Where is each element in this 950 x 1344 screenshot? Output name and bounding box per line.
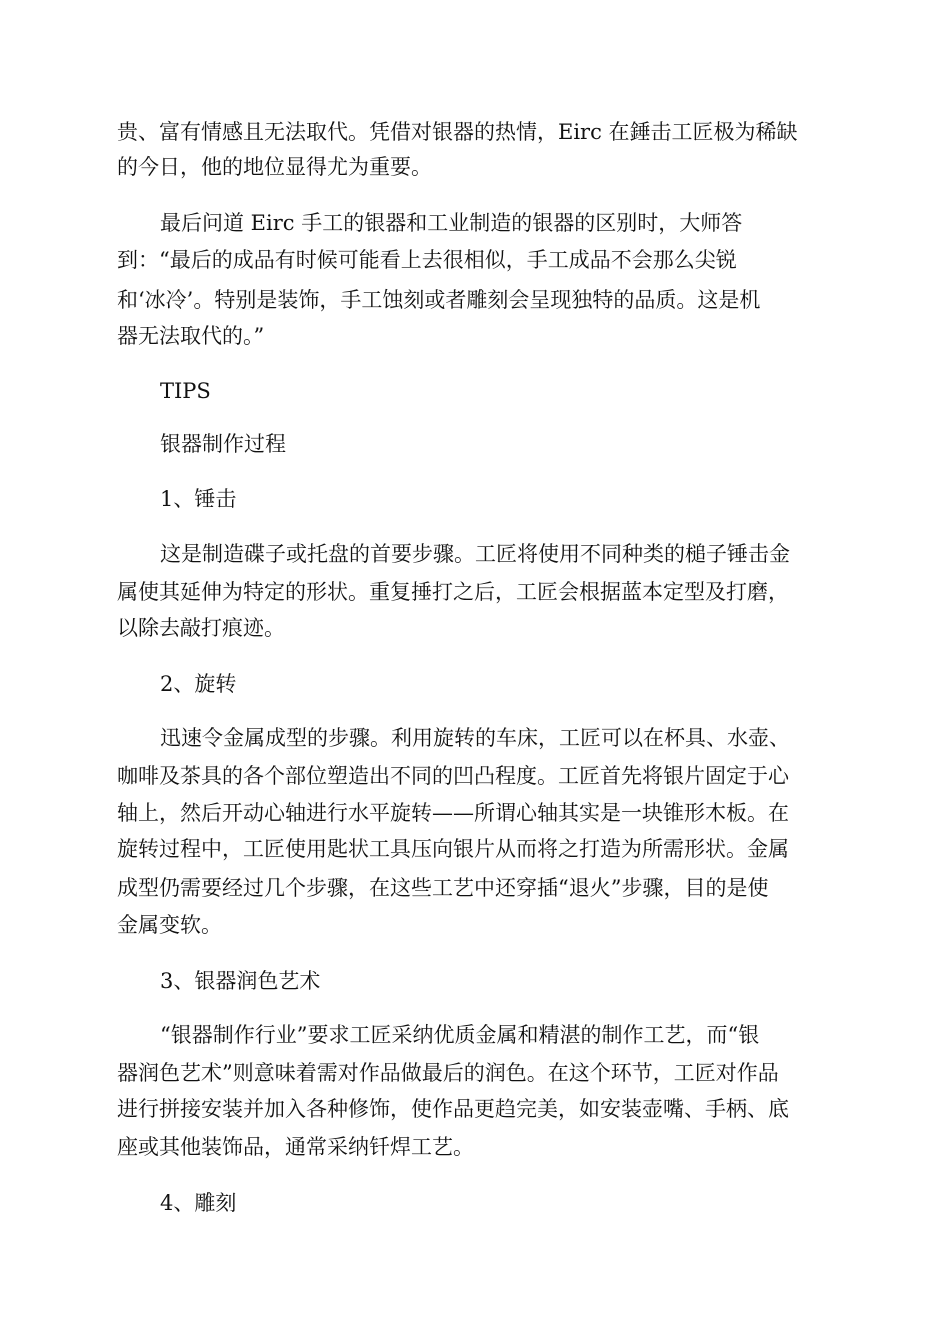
paragraph-line: 的今日，他的地位显得尤为重要。	[117, 155, 432, 179]
paragraph-line: 贵、富有情感且无法取代。凭借对银器的热情，Eirc 在錘击工匠极为稀缺	[117, 120, 798, 144]
section-title: 银器制作过程	[160, 432, 286, 456]
paragraph-line: 咖啡及茶具的各个部位塑造出不同的凹凸程度。工匠首先将银片固定于心	[117, 764, 789, 788]
paragraph-line: 迅速令金属成型的步骤。利用旋转的车床，工匠可以在杯具、水壶、	[160, 726, 790, 750]
paragraph-line: 成型仍需要经过几个步骤，在这些工艺中还穿插“退火”步骤，目的是使	[117, 876, 769, 900]
paragraph-line: 轴上，然后开动心轴进行水平旋转——所谓心轴其实是一块锥形木板。在	[117, 801, 789, 825]
step-heading: 1、锤击	[160, 487, 237, 511]
tips-label: TIPS	[160, 379, 211, 403]
step-heading: 2、旋转	[160, 672, 237, 696]
step-heading: 4、雕刻	[160, 1191, 237, 1215]
paragraph-line: 金属变软。	[117, 913, 222, 937]
paragraph-line: 器润色艺术”则意味着需对作品做最后的润色。在这个环节，工匠对作品	[117, 1061, 779, 1085]
paragraph-line: 旋转过程中，工匠使用匙状工具压向银片从而将之打造为所需形状。金属	[117, 837, 789, 861]
paragraph-line: 到：“最后的成品有时候可能看上去很相似，手工成品不会那么尖锐	[117, 248, 737, 272]
paragraph-line: 最后问道 Eirc 手工的银器和工业制造的银器的区别时，大师答	[160, 211, 743, 235]
paragraph-line: 属使其延伸为特定的形状。重复捶打之后，工匠会根据蓝本定型及打磨，	[117, 580, 789, 604]
paragraph-line: 进行拼接安装并加入各种修饰，使作品更趋完美，如安装壶嘴、手柄、底	[117, 1097, 789, 1121]
step-heading: 3、银器润色艺术	[160, 969, 321, 993]
paragraph-line: 座或其他装饰品，通常采纳钎焊工艺。	[117, 1135, 474, 1159]
paragraph-line: 和‘冰冷’。特别是装饰，手工蚀刻或者雕刻会呈现独特的品质。这是机	[117, 288, 761, 312]
paragraph-line: 这是制造碟子或托盘的首要步骤。工匠将使用不同种类的槌子锤击金	[160, 542, 790, 566]
paragraph-line: 以除去敲打痕迹。	[117, 616, 285, 640]
paragraph-line: “银器制作行业”要求工匠采纳优质金属和精湛的制作工艺，而“银	[160, 1023, 760, 1047]
paragraph-line: 器无法取代的。”	[117, 324, 265, 348]
